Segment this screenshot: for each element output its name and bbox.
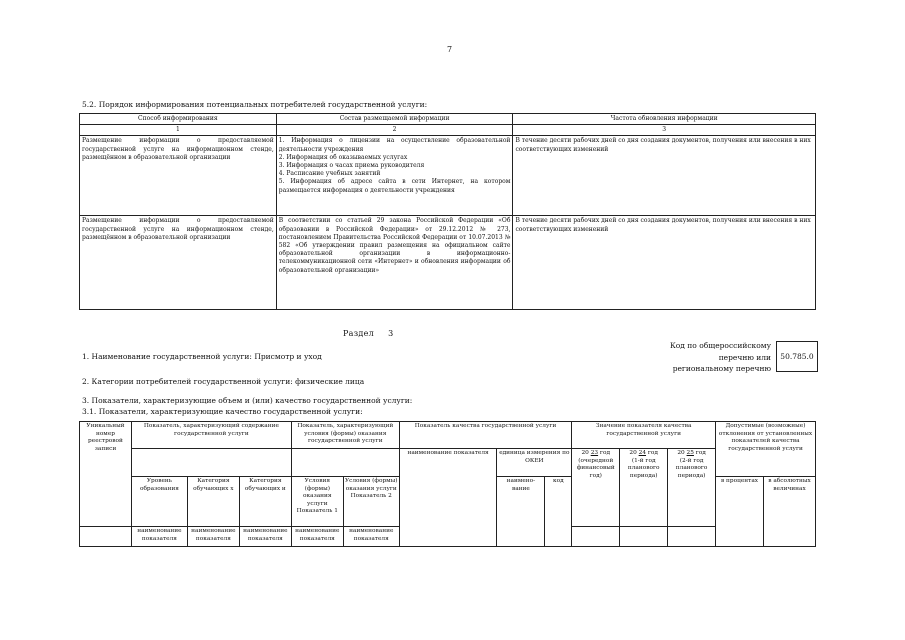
okved-code-box: 50.785.0 <box>776 341 818 372</box>
header-values: Значение показателя качества государственной услуги <box>572 422 716 449</box>
method-cell: Размещение информации о предоставляемой государственной услуге на информационном стенде, размещённом в образовательной организации <box>80 136 277 216</box>
sub-content: Категория обучающих х <box>187 477 239 527</box>
header-percent: в процентах <box>716 477 764 547</box>
header-content: Состав размещаемой информации <box>276 114 513 125</box>
header-year3 <box>668 449 716 527</box>
okved-label <box>656 340 771 375</box>
section-title: 5.2. Порядок информирования потенциальных потребителей государственной услуги: <box>82 100 428 109</box>
year-number: 24 <box>638 450 647 456</box>
empty-cell <box>572 527 620 547</box>
content-line: 1. Информация о лицензии на осуществление образовательной деятельности учреждения <box>278 137 511 153</box>
sub-name: наименование показателя <box>239 527 291 547</box>
year-number: 25 <box>686 450 694 456</box>
table-header-row <box>80 449 816 477</box>
sub-content: Категория обучающих и <box>239 477 291 527</box>
consumer-category: 2. Категории потребителей государственной услуги: физические лица <box>82 377 365 386</box>
content-line: 2. Информация об оказываемых услугах <box>278 153 408 161</box>
header-unit: единица измерения по ОКЕИ <box>497 449 572 477</box>
year-prefix: 20 <box>677 450 685 456</box>
year-note: (очередной финансовый год) <box>576 457 615 479</box>
empty-cell <box>668 527 716 547</box>
year-suffix: год <box>695 450 706 456</box>
razdel-label: Раздел <box>343 329 375 338</box>
header-year2 <box>620 449 668 527</box>
empty-cell <box>80 527 132 547</box>
okved-label-line: региональному перечню <box>672 364 771 373</box>
okved-label-line: перечню или <box>718 352 771 362</box>
content-cell <box>276 136 513 216</box>
sub-name: наименование показателя <box>187 527 239 547</box>
razdel-number: 3 <box>388 329 394 338</box>
method-cell: Размещение информации о предоставляемой государственной услуге на информационном стенде, размещённом в образовательной организации <box>80 216 277 310</box>
quality-heading: 3.1. Показатели, характеризующие качество государственной услуги: <box>82 407 363 416</box>
quality-table <box>79 421 816 547</box>
header-frequency: Частота обновления информации <box>513 114 816 125</box>
header-year1 <box>572 449 620 527</box>
header-deviation: Допустимые (возможные) отклонения от установленных показателей качества государственной услуги <box>716 422 816 477</box>
empty-cell <box>291 449 399 477</box>
header-indicator-name: наименование показателя <box>399 449 497 547</box>
header-content: Показатель, характеризующий содержание государственной услуги <box>131 422 291 449</box>
year-prefix: 20 <box>629 450 637 456</box>
year-suffix: год <box>647 450 658 456</box>
razdel-heading <box>343 329 393 338</box>
header-unit-code: код <box>545 477 572 547</box>
sub-conditions: Условия (формы) оказания услуги Показатель 1 <box>291 477 343 527</box>
table-header-row <box>80 114 816 125</box>
col-number: 3 <box>513 125 816 136</box>
page-number: 7 <box>447 45 453 54</box>
table-number-row <box>80 125 816 136</box>
indicators-heading: 3. Показатели, характеризующие объем и (или) качество государственной услуги: <box>82 396 413 405</box>
sub-conditions: Условия (формы) оказания услуги Показатель 2 <box>343 477 399 527</box>
table-row <box>80 216 816 310</box>
okved-label-line: Код по общероссийскому <box>669 341 771 350</box>
header-absolute: в абсолютных величинах <box>763 477 815 547</box>
empty-cell <box>620 527 668 547</box>
table-row <box>80 136 816 216</box>
sub-content: Уровень образования <box>131 477 187 527</box>
year-prefix: 20 <box>581 450 589 456</box>
col-number: 2 <box>276 125 513 136</box>
sub-name: наименование показателя <box>343 527 399 547</box>
year-suffix: год <box>599 450 611 456</box>
year-note: (1-й год планового периода) <box>627 457 660 479</box>
frequency-cell: В течение десяти рабочих дней со дня создания документов, получения или внесения в них соответствующих изменений <box>513 216 816 310</box>
content-line: 5. Информация об адресе сайта в сети Интернет, на котором размещается информация о деятельности учреждения <box>278 178 511 194</box>
col-number: 1 <box>80 125 277 136</box>
table-header-row <box>80 422 816 449</box>
content-cell: В соответствии со статьей 29 закона Российской Федерации «Об образовании в Российской Федерации» от 29.12.2012 № 273, постановлением Правительства Российской Федерации от 10.07.2013 № 582 «Об утверждении правил размещения на официальном сайте образовательной организации в информационно-телекоммуникационной сети «Интернет» и обновления информации об образовательной организации» <box>276 216 513 310</box>
header-unique: Уникальный номер реестровой записи <box>80 422 132 527</box>
header-conditions: Показатель, характеризующий условия (формы) оказания государственной услуги <box>291 422 399 449</box>
frequency-cell: В течение десяти рабочих дней со дня создания документов, получения или внесения в них соответствующих изменений <box>513 136 816 216</box>
year-note: (2-й год планового периода) <box>675 457 708 479</box>
header-unit-name: наимено-вание <box>497 477 545 547</box>
year-number: 23 <box>590 450 599 456</box>
content-line: 4. Расписание учебных занятий <box>278 170 381 178</box>
content-line: 3. Информация о часах приема руководителя <box>278 162 425 170</box>
informing-table <box>79 113 816 310</box>
sub-name: наименование показателя <box>131 527 187 547</box>
service-name: 1. Наименование государственной услуги: Присмотр и уход <box>82 352 322 361</box>
sub-name: наименование показателя <box>291 527 343 547</box>
empty-cell <box>131 449 291 477</box>
header-quality: Показатель качества государственной услуги <box>399 422 572 449</box>
header-method: Способ информирования <box>80 114 277 125</box>
